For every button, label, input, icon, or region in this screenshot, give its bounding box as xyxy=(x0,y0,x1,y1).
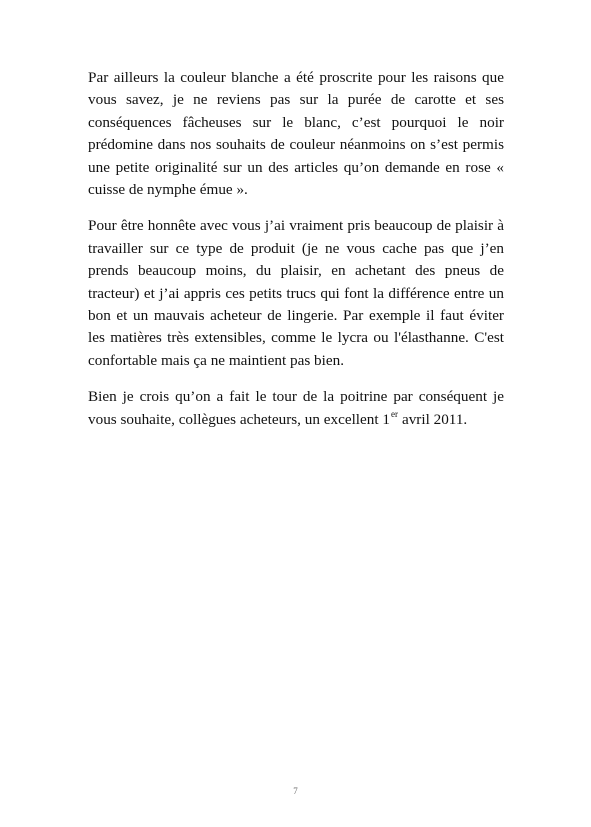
paragraph-2: Pour être honnête avec vous j’ai vraiment pris beaucoup de plaisir à travailler sur ce type de produit (je ne vous cache pas que j’en prends beaucoup moins, du plaisir, en achetant des pneus de tracteur) et j’ai appris ces petits trucs qui font la différence entre un bon et un mauvais acheteur de lingerie. Par exemple il faut éviter les matières très extensibles, comme le lycra ou l'élasthanne. C'est confortable mais ça ne maintient pas bien. xyxy=(88,217,504,369)
paragraph-3-text: Bien je crois qu’on a fait le tour de la poitrine par conséquent je vous souhaite, collègues acheteurs, un excellent 1 xyxy=(88,388,504,428)
paragraph-3-end: avril 2011. xyxy=(401,410,468,428)
paragraph-1: Par ailleurs la couleur blanche a été proscrite pour les raisons que vous savez, je ne reviens pas sur la purée de carotte et ses conséquences fâcheuses sur le blanc, c’est pourquoi le noir prédomine dans nos souhaits de couleur néanmoins on s’est permis une petite originalité sur un des articles qu’on demande en rose « cuisse de nymphe émue ». xyxy=(88,69,504,199)
ordinal-superscript: er xyxy=(390,408,398,419)
body-text xyxy=(88,67,504,446)
paragraph-3 xyxy=(88,386,504,432)
page-number: 7 xyxy=(293,786,298,796)
